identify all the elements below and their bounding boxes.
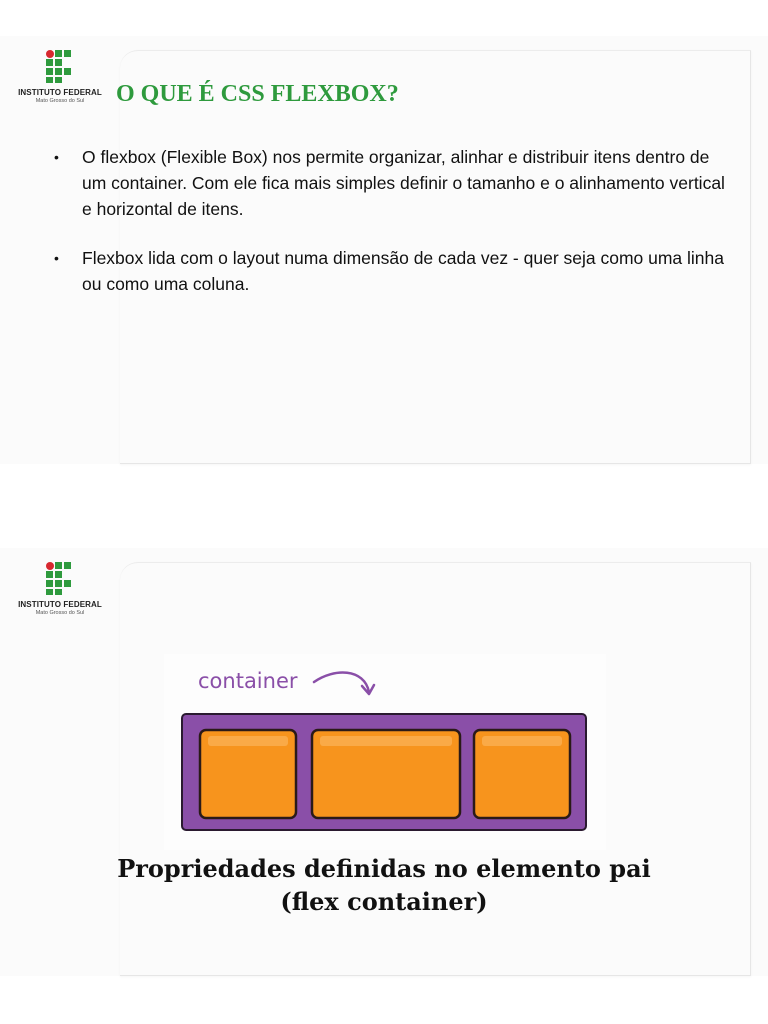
caption-line-1: Propriedades definidas no elemento pai xyxy=(117,854,651,883)
slide-caption xyxy=(0,852,768,918)
arrow-icon xyxy=(314,673,369,692)
bullet-dot-icon: • xyxy=(54,149,59,165)
bullet-text: O flexbox (Flexible Box) nos permite organizar, alinhar e distribuir itens dentro de um container. Com ele fica mais simples definir o tamanho e o alinhamento vertical e horizontal de itens. xyxy=(82,147,725,219)
logo-institution-name: INSTITUTO FEDERAL xyxy=(18,600,102,609)
logo-grid-icon xyxy=(46,562,74,595)
logo-campus-name: Mato Grosso do Sul xyxy=(35,98,85,104)
diagram-svg xyxy=(164,654,606,850)
institution-logo xyxy=(18,562,102,622)
logo-institution-name: INSTITUTO FEDERAL xyxy=(18,88,102,97)
logo-campus-name: Mato Grosso do Sul xyxy=(35,610,85,616)
institution-logo xyxy=(18,50,102,110)
container-label: container xyxy=(198,669,298,693)
bullet-dot-icon: • xyxy=(54,250,59,266)
bullet-text: Flexbox lida com o layout numa dimensão de cada vez - quer seja como uma linha ou como uma coluna. xyxy=(82,248,725,294)
bullet-item xyxy=(52,245,732,297)
logo-grid-icon xyxy=(46,50,74,83)
flex-container-diagram xyxy=(164,654,606,850)
caption-line-2: (flex container) xyxy=(280,887,488,916)
slide-title: O QUE É CSS FLEXBOX? xyxy=(116,81,399,107)
slide-flex-container xyxy=(0,548,768,976)
slide-flexbox-intro xyxy=(0,36,768,464)
bullet-list xyxy=(52,144,732,320)
bullet-item xyxy=(52,144,732,222)
